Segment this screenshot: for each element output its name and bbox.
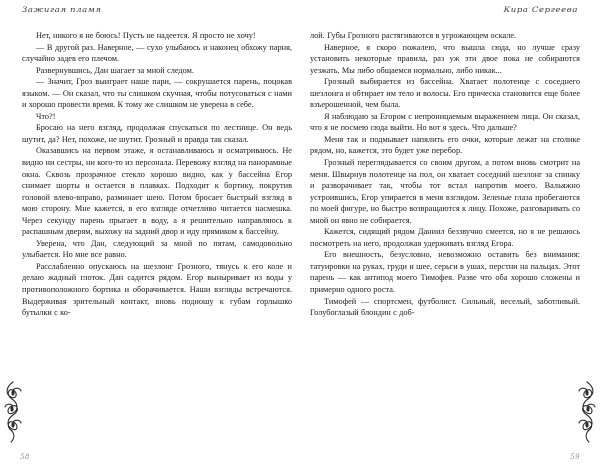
page-number-right: 59 (570, 453, 580, 461)
vine-ornament-right (576, 381, 598, 443)
paragraph: Бросаю на него взгляд, продолжая спускаться по лестнице. Он ведь шутит, да? Нет, похоже, не шутит. Грозный и правда так сказал. (22, 123, 292, 144)
paragraph: Нет, никого я не боюсь! Пусть не надеется. Я просто не хочу! (36, 31, 256, 40)
paragraph: — Значит, Гроз выиграет наше пари, — сокрушается парень, поцокав языком. — Он сказал, что ты слишком скучная, чтобы потусоваться с нами и хорошо провести время. К тому же слишком не уверена в себе. (22, 77, 292, 110)
running-head-author-name: Кира Сергеева (503, 5, 578, 15)
paragraph: Тимофей — спортсмен, футболист. Сильный, веселый, заботливый. Голубоглазый блондин с доб- (310, 296, 580, 318)
paragraph: Грозный переглядывается со своим другом, а потом вновь смотрит на меня. Швырнув полотенце на пол, он хватает соседний шезлонг за спинку и разворачивает так, чтобы тот встал напротив моего. Вальяжно устроившись, Егор упирается в меня взглядом. Зеленые глаза пробегаются по моей фигуре, но быстро возвращаются к лицу. Похоже, разговаривать со мной он явно не собирается. (310, 158, 580, 225)
paragraph: Его внешность, безусловно, невозможно оставить без внимания: татуировки на руках, груди и шее, серьги в ушах, перстни на пальцах. Этот парень — как антипод моего Тимофея. Разве что оба хорошо сложены и примерно одного роста. (310, 250, 580, 295)
paragraph: Наверное, я скоро пожалею, что вышла сюда, но лучше сразу установить некоторые правила, раз уж эти двое пока не собираются уезжать. Мы либо общаемся нормально, либо никак... (310, 42, 580, 75)
page-number-left: 58 (20, 453, 30, 461)
paragraph: Что?! (36, 111, 56, 121)
text-columns (0, 30, 600, 445)
left-page-text-column (22, 30, 292, 445)
paragraph: Я наблюдаю за Егором с непроницаемым выражением лица. Он сказал, что я не посмею сюда выйти. Но вот я здесь. Что дальше? (310, 111, 580, 133)
paragraph: — В другой раз. Наверное, — сухо улыбаюсь и наконец обхожу парня, случайно задев его плечом. (22, 42, 292, 64)
vine-ornament-left (2, 381, 24, 443)
right-page-text-column (310, 30, 580, 445)
running-head-book-title: Зажигая пламя (22, 5, 102, 15)
paragraph: Развернувшись, Дан шагает за мной следом. (36, 65, 194, 75)
paragraph: Уверена, что Дан, следующий за мной по пятам, самодовольно улыбается. Но мне все равно. (22, 238, 292, 260)
paragraph: Расслабленно опускаюсь на шезлонг Грозного, тянусь к его коле и делаю жадный глоток. Дан садится рядом. Егор выныривает из воды у противоположного бортика и оборачивается. Наши взгляды встречаются. Выдерживая зрительный контакт, вновь подношу к губам горлышко бутылки с ко- (22, 261, 292, 318)
paragraph: Оказавшись на первом этаже, я останавливаюсь и осматриваюсь. Не видно ни сестры, ни кого-то из персонала. Перевожу взгляд на панорамные окна. Сквозь прозрачное стекло хорошо видно, как у бассейна Егор снимает шорты и остается в плавках. Подходит к бортику, покрутив головой влево-вправо, разминает шею. Потом бросает быстрый взгляд в мою сторону. Мне кажется, в его взгляде отчетливо читается насмешка. Через секунду парень прыгает в воду, а я решительно направляюсь к распашным дверям, выхожу на задний двор и иду прямиком к бассейну. (22, 146, 292, 237)
paragraph: лой. Губы Грозного растягиваются в угрожающем оскале. (310, 31, 517, 40)
paragraph: Меня так и подмывает напялить его очки, которые лежат на столике рядом, но, кажется, это будет уже перебор. (310, 134, 580, 156)
paragraph: Кажется, сидящий рядом Даниил беззвучно смеется, но я не решаюсь посмотреть на него, продолжая удерживать взгляд Егора. (310, 227, 580, 248)
paragraph: Грозный выбирается из бассейна. Хватает полотенце с соседнего шезлонга и обтирает им тело и волосы. Его прическа становится еще более взъерошенной, чем была. (310, 77, 580, 110)
